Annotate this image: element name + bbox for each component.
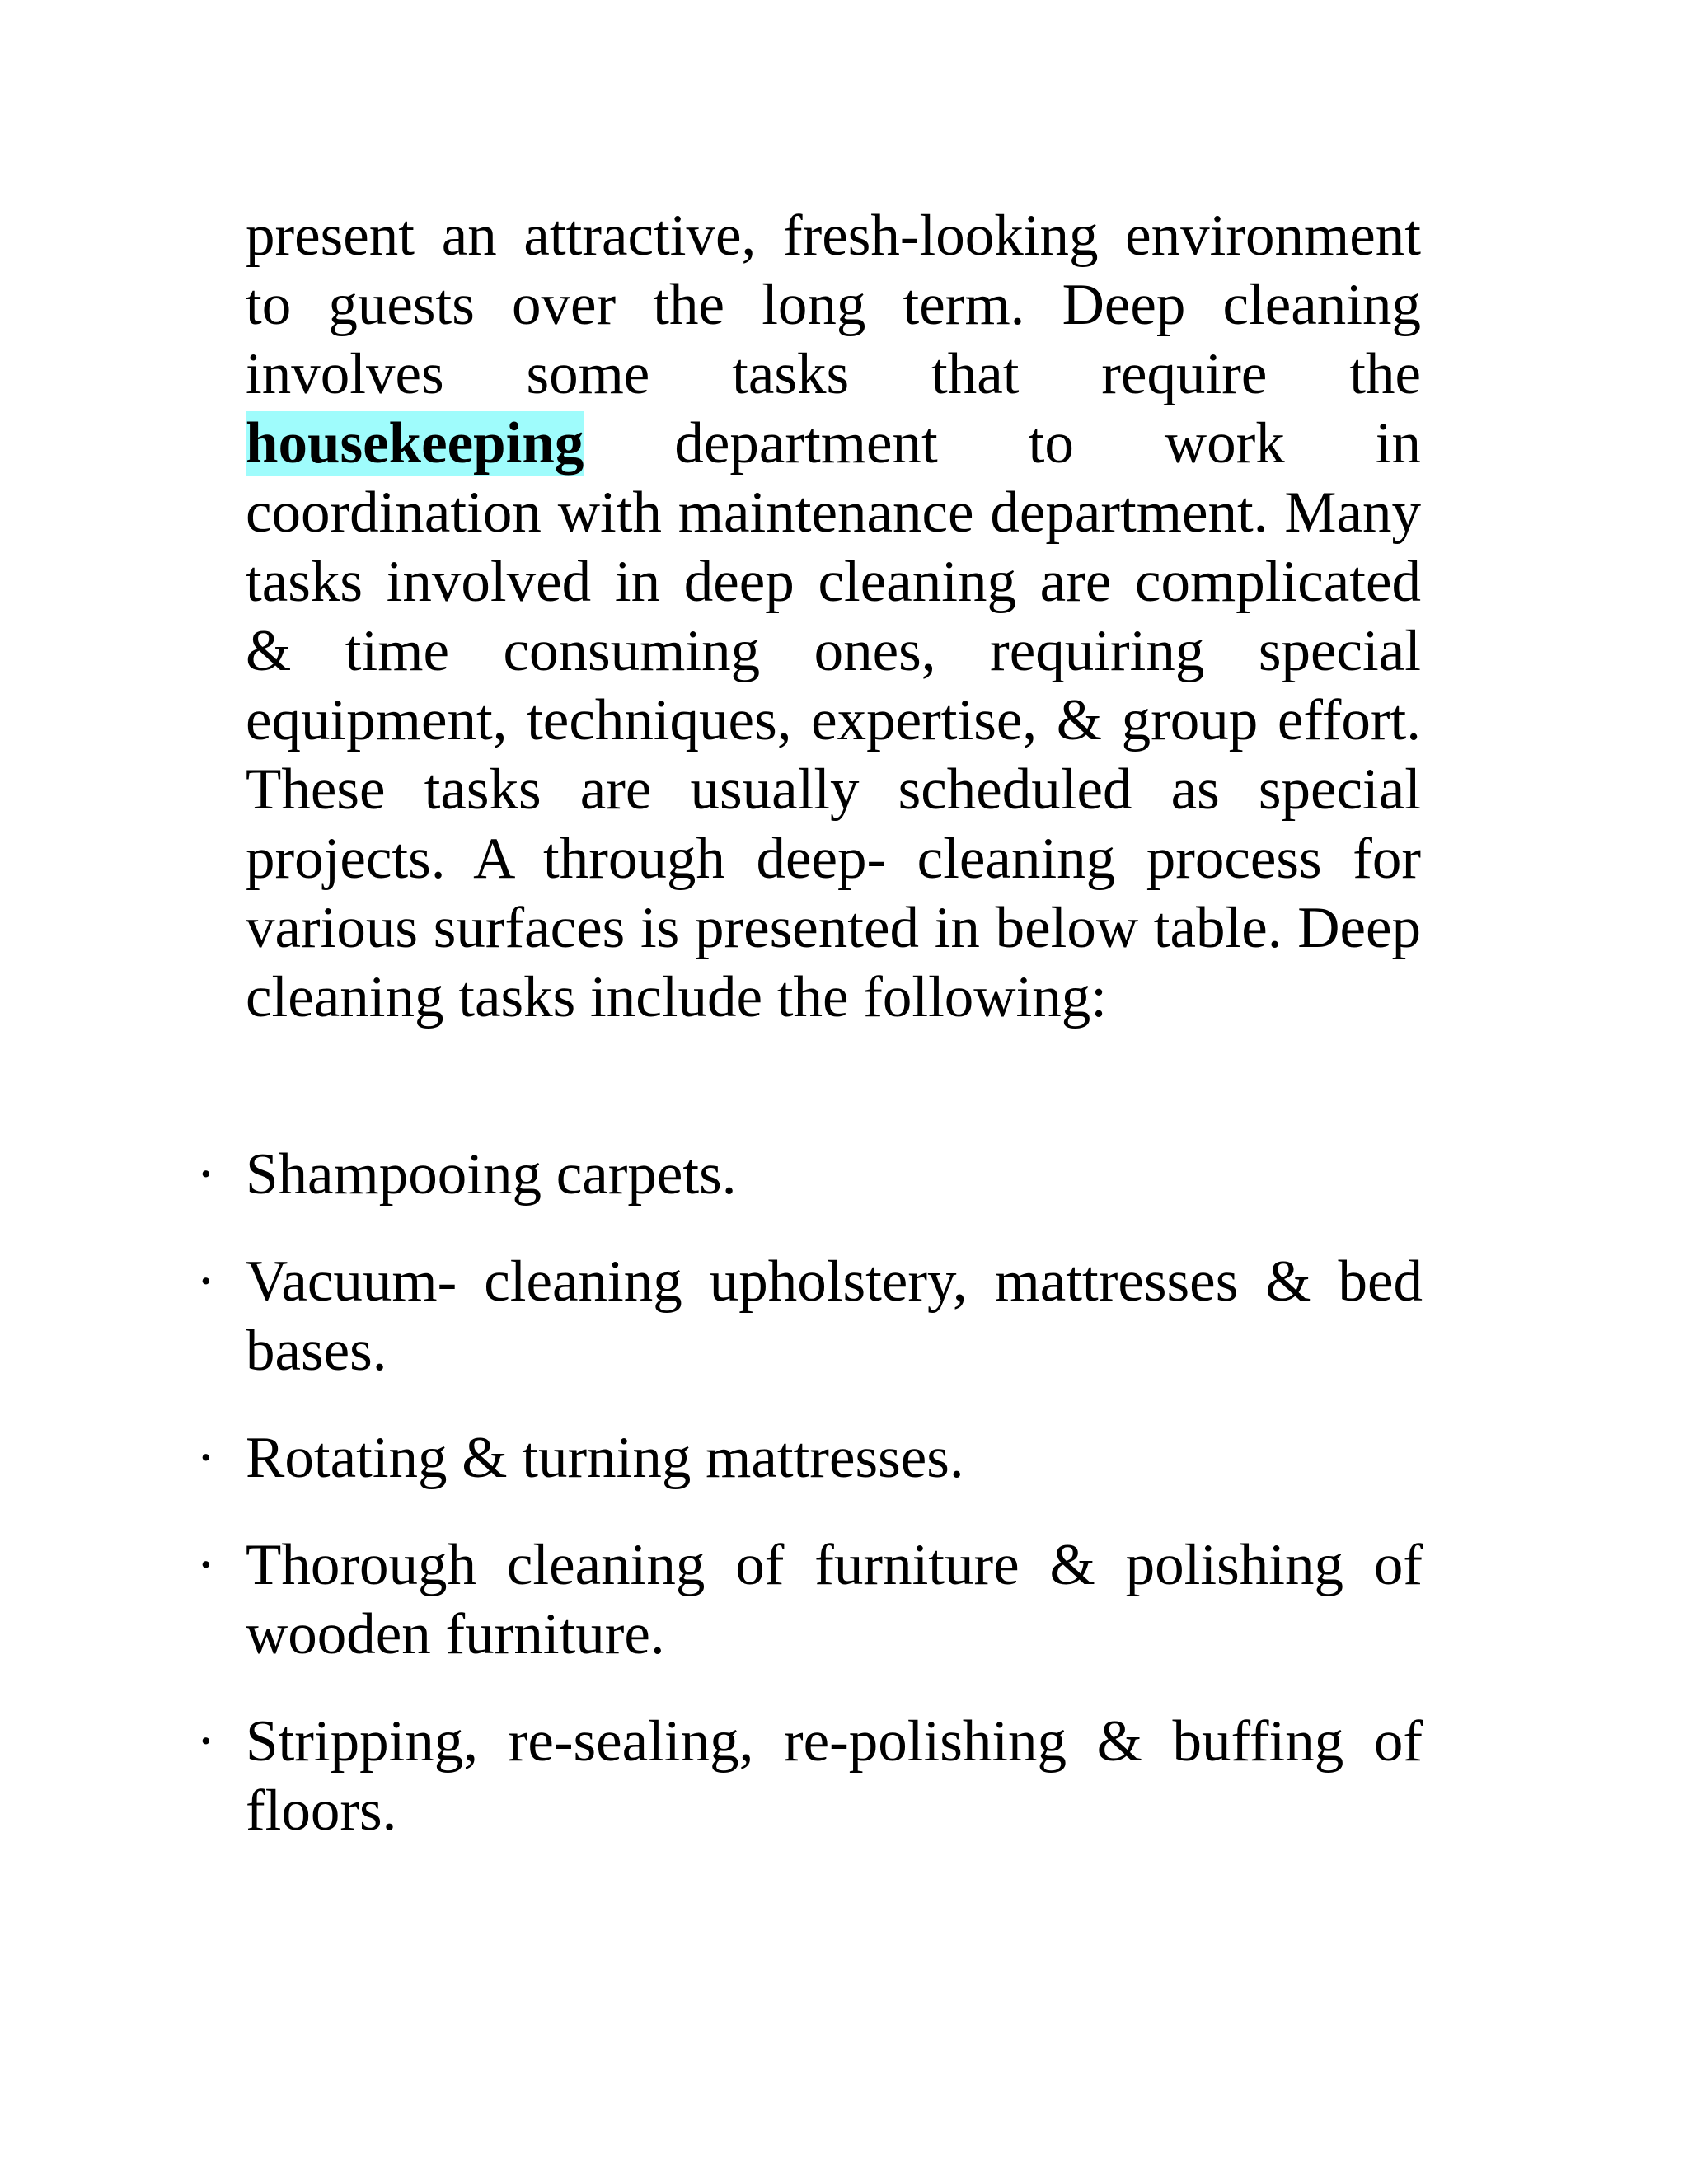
- list-item: [190, 1247, 1423, 1385]
- bullet-marker: ·: [196, 1709, 216, 1774]
- paragraph-text-after: department to work in coordination with maintenance department. Many tasks involved in deep cleaning are complicated & time consuming ones, requiring special equipment, techniques, expertise, & group effort. These tasks are usually scheduled as special projects. A through deep- cleaning process for various surfaces is presented in below table. Deep cleaning tasks include the following:: [246, 411, 1421, 1029]
- list-item: [190, 1140, 1423, 1209]
- bullet-marker: ·: [196, 1426, 216, 1490]
- list-item-text: Rotating & turning mattresses.: [246, 1426, 964, 1490]
- bullet-marker: ·: [196, 1142, 216, 1207]
- list-item: [190, 1707, 1423, 1845]
- bullet-marker: ·: [196, 1533, 216, 1597]
- list-item: [190, 1530, 1423, 1669]
- body-paragraph: [246, 201, 1421, 1032]
- highlighted-term[interactable]: housekeeping: [246, 411, 584, 476]
- list-item-text: Vacuum- cleaning upholstery, mattresses & bed bases.: [246, 1249, 1423, 1383]
- paragraph-text-before: present an attractive, fresh-looking environment to guests over the long term. Deep cleaning involves some tasks that require the: [246, 204, 1421, 406]
- list-item-text: Stripping, re-sealing, re-polishing & buffing of floors.: [246, 1709, 1423, 1843]
- list-item-text: Thorough cleaning of furniture & polishing of wooden furniture.: [246, 1533, 1423, 1666]
- list-item: [190, 1423, 1423, 1493]
- deep-cleaning-task-list: [190, 1140, 1423, 1883]
- bullet-marker: ·: [196, 1249, 216, 1314]
- list-item-text: Shampooing carpets.: [246, 1142, 737, 1207]
